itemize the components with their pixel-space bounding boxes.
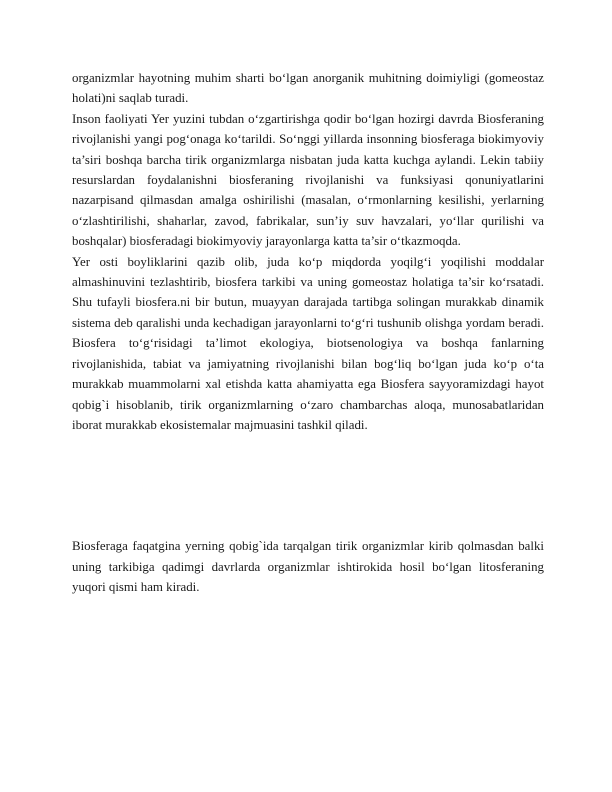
blank-space	[72, 435, 544, 536]
paragraph-inson-faoliyati: Inson faoliyati Yer yuzini tubdan o‘zgartirishga qodir bo‘lgan hozirgi davrda Biosferaning rivojlanishi yangi pog‘onaga ko‘tarildi. So‘nggi yillarda insonning biosferaga biokimyoviy ta’siri boshqa barcha tirik organizmlarga nisbatan juda katta kuchga aylandi. Lekin tabiiy resurslardan foydalanishni biosferaning rivojlanishi va funksiyasi qonuniyatlarini nazarpisand qilmasdan amalga oshirilishi (masalan, o‘rmonlarning kesilishi, yerlarning o‘zlashtirilishi, shaharlar, zavod, fabrikalar, sun’iy suv havzalari, yo‘llar qurilishi va boshqalar) biosferadagi biokimyoviy jarayonlarga katta ta’sir o‘tkazmoqda.	[72, 111, 544, 249]
paragraph-yer-osti-boyliklari: Yer osti boyliklarini qazib olib, juda ko‘p miqdorda yoqilg‘i yoqilishi moddalar almashinuvini tezlashtirib, biosfera tarkibi va uning gomeostaz holatiga ta’sir ko‘rsatadi. Shu tufayli biosfera.ni bir butun, muayyan darajada tartibga solingan murakkab dinamik sistema deb qaralishi unda kechadigan jarayonlarni to‘g‘ri tushunib olishga yordam beradi. Biosfera to‘g‘risidagi ta’limot ekologiya, biotsenologiya va boshqa fanlarning rivojlanishida, tabiat va jamiyatning rivojlanishi bilan bog‘liq bo‘lgan juda ko‘p o‘ta murakkab muammolarni xal etishda katta ahamiyatta ega Biosfera sayyoramizdagi hayot qobig`i hisoblanib, tirik organizmlarning o‘zaro chambarchas aloqa, munosabatlaridan iborat murakkab ekosistemalar majmuasini tashkil qiladi.	[72, 254, 544, 432]
paragraph-gomeostaz: organizmlar hayotning muhim sharti bo‘lgan anorganik muhitning doimiyligi (gomeostaz holati)ni saqlab turadi.	[72, 71, 544, 106]
paragraph-biosfera-tarkibi: Biosferaga faqatgina yerning qobig`ida tarqalgan tirik organizmlar kirib qolmasdan balki uning tarkibiga qadimgi davrlarda organizmlar ishtirokida hosil bo‘lgan litosferaning yuqori qismi ham kiradi.	[72, 539, 544, 595]
document-page	[72, 68, 544, 598]
